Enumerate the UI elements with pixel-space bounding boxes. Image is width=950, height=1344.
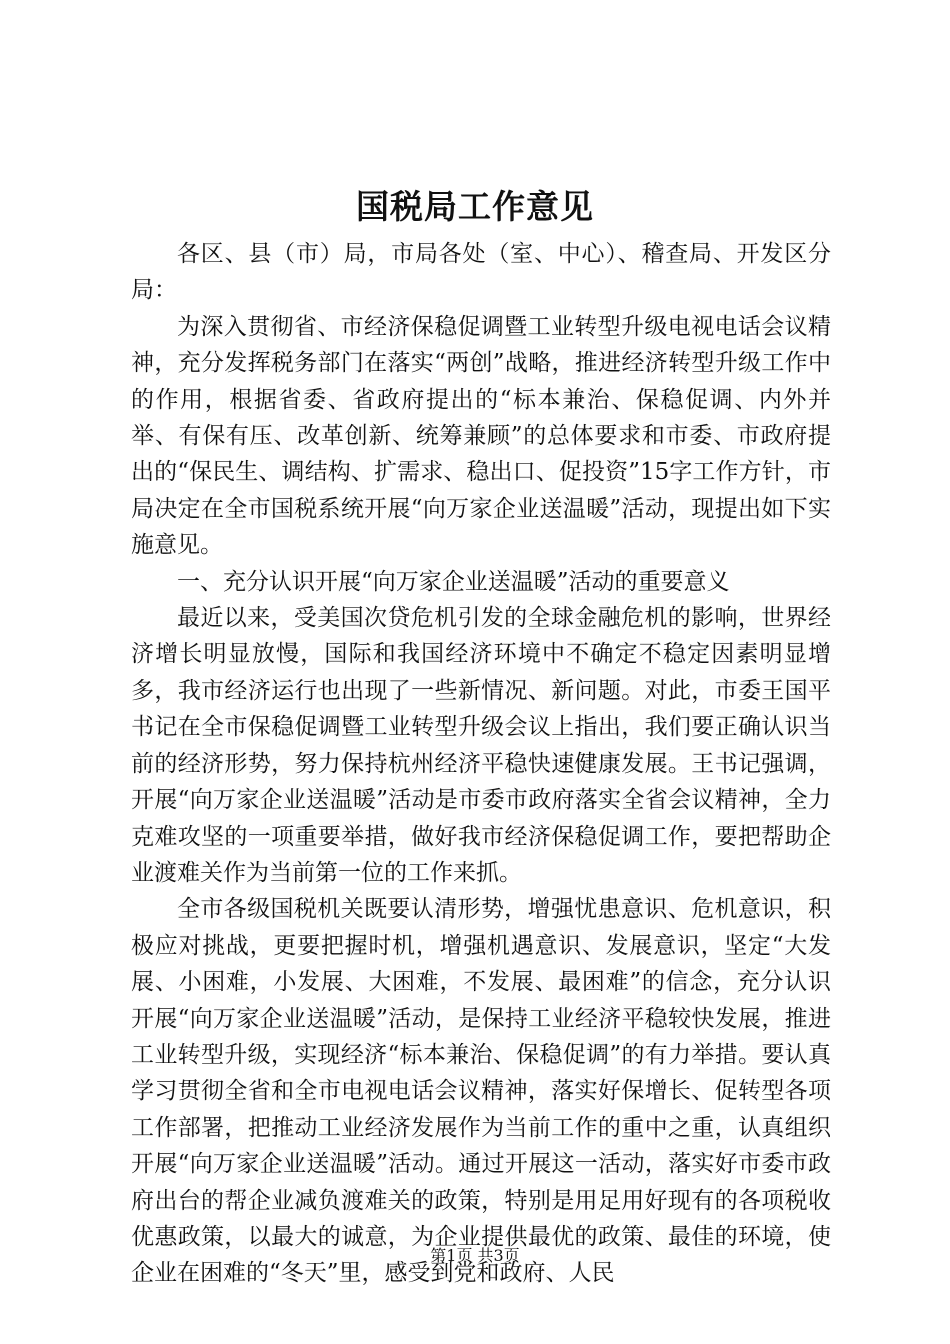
body-paragraph: 最近以来，受美国次贷危机引发的全球金融危机的影响，世界经济增长明显放慢，国际和我国经济环境中不确定不稳定因素明显增多，我市经济运行也出现了一些新情况、新问题。对此，市委王国平书记在全市保稳促调暨工业转型升级会议上指出，我们要正确认识当前的经济形势，努力保持杭州经济平稳快速健康发展。王书记强调，开展“向万家企业送温暖”活动是市委市政府落实全省会议精神，全力克难攻坚的一项重要举措，做好我市经济保稳促调工作，要把帮助企业渡难关作为当前第一位的工作来抓。 [131,605,831,886]
salutation-paragraph: 各区、县（市）局，市局各处（室、中心）、稽查局、开发区分局： [131,241,831,304]
document-title: 国税局工作意见 [356,187,594,226]
intro-paragraph: 为深入贯彻省、市经济保稳促调暨工业转型升级电视电话会议精神，充分发挥税务部门在落实“两创”战略，推进经济转型升级工作中的作用，根据省委、省政府提出的“标本兼治、保稳促调、内外并举、有保有压、改革创新、统筹兼顾”的总体要求和市委、市政府提出的“保民生、调结构、扩需求、稳出口、促投资”15字工作方针，市局决定在全市国税系统开展“向万家企业送温暖”活动，现提出如下实施意见。 [131,313,831,559]
page-number-footer: 第1页 共3页 [430,1246,520,1265]
section-heading: 一、充分认识开展“向万家企业送温暖”活动的重要意义 [177,568,730,595]
document-body [131,236,831,1292]
body-paragraph: 全市各级国税机关既要认清形势，增强忧患意识、危机意识，积极应对挑战，更要把握时机，增强机遇意识、发展意识，坚定“大发展、小困难，小发展、大困难，不发展、最困难”的信念，充分认识开展“向万家企业送温暖”活动，是保持工业经济平稳较快发展，推进工业转型升级，实现经济“标本兼治、保稳促调”的有力举措。要认真学习贯彻全省和全市电视电话会议精神，落实好保增长、促转型各项工作部署，把推动工业经济发展作为当前工作的重中之重，认真组织开展“向万家企业送温暖”活动。通过开展这一活动，落实好市委市政府出台的帮企业减负渡难关的政策，特别是用足用好现有的各项税收优惠政策，以最大的诚意，为企业提供最优的政策、最佳的环境，使企业在困难的“冬天”里，感受到党和政府、人民 [131,896,831,1287]
